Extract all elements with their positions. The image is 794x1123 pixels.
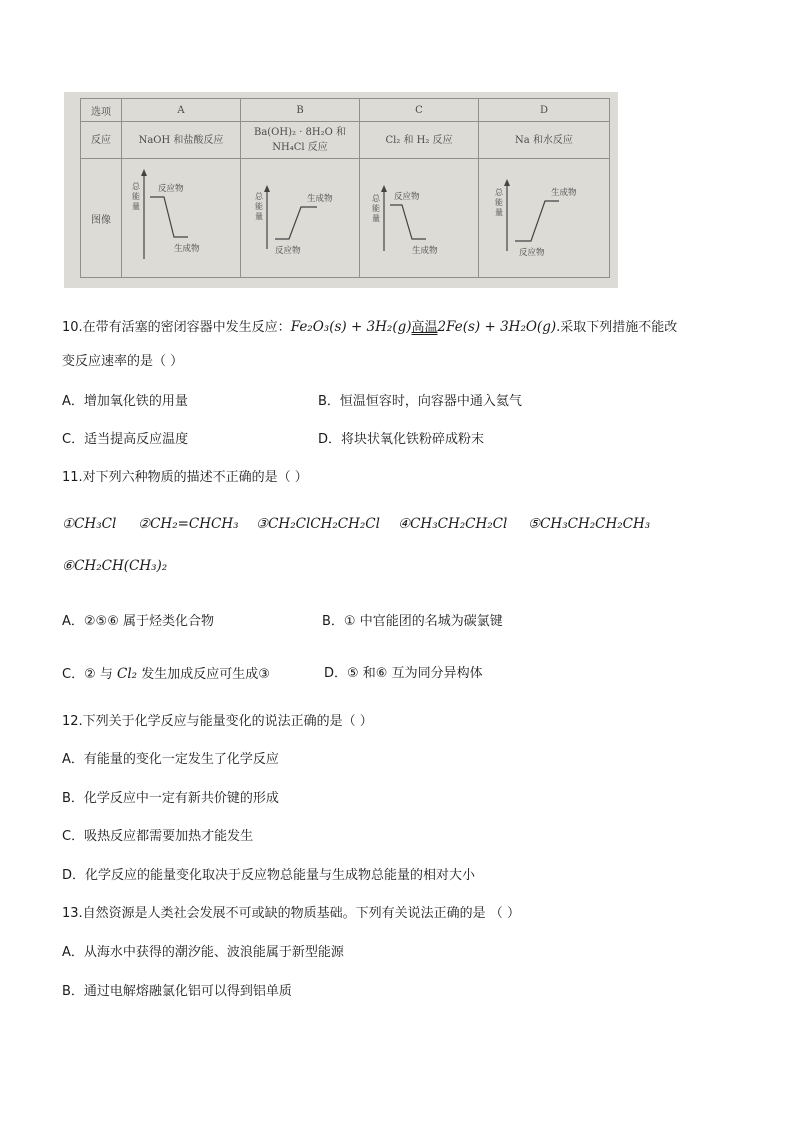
option-b-reaction [241,122,360,159]
svg-text:总: 总 [495,188,503,197]
q10-option-c[interactable]: C．适当提高反应温度 [62,432,189,447]
q12-option-b[interactable]: B．化学反应中一定有新共价键的形成 [62,791,279,806]
q11-option-c[interactable] [62,664,270,685]
svg-text:总: 总 [132,182,140,191]
header-label: 选项 [81,99,122,122]
q12-option-c[interactable]: C．吸热反应都需要加热才能发生 [62,829,254,844]
q12-stem: 12.下列关于化学反应与能量变化的说法正确的是（ ） [62,714,373,729]
svg-text:量: 量 [255,212,263,221]
option-d-product: 生成物 [551,188,577,198]
q11-substance-1: ①CH₃Cl [62,516,117,532]
q11-stem: 11.对下列六种物质的描述不正确的是（ ） [62,470,308,485]
q12-option-d[interactable]: D．化学反应的能量变化取决于反应物总能量与生成物总能量的相对大小 [62,868,476,883]
options-table [80,98,610,278]
q13-stem: 13.自然资源是人类社会发展不可或缺的物质基础。下列有关说法正确的是 （ ） [62,906,520,921]
option-c-product: 生成物 [412,246,438,256]
q10-eq-left: Fe₂O₃(s) + 3H₂(g) [290,319,412,335]
q11-substance-3: ③CH₂ClCH₂CH₂Cl [256,516,380,532]
svg-text:总: 总 [255,192,263,201]
q11-option-d[interactable]: D．⑤ 和⑥ 互为同分异构体 [324,666,483,681]
q10-stem [62,317,677,338]
svg-text:总: 总 [372,194,380,203]
option-d-reactant: 反应物 [519,248,545,258]
option-a-letter: A [122,99,241,122]
image-row-label: 图像 [81,159,122,278]
option-a-reactant: 反应物 [158,184,184,194]
option-d-diagram [479,159,610,278]
option-c-diagram [360,159,479,278]
option-b-reactant: 反应物 [275,246,301,256]
q13-option-a[interactable]: A．从海水中获得的潮汐能、波浪能属于新型能源 [62,945,344,960]
svg-text:能: 能 [255,202,263,211]
energy-diagram-d [479,159,609,277]
q11-substance-2: ②CH₂=CHCH₃ [138,516,239,532]
q13-option-b[interactable]: B．通过电解熔融氯化铝可以得到铝单质 [62,984,292,999]
option-c-reaction: Cl₂ 和 H₂ 反应 [360,122,479,159]
q10-eq-condition: 高温 [411,320,438,335]
energy-diagram-table-photo [64,92,618,288]
option-d-letter: D [479,99,610,122]
option-b-reaction-line2: NH₄Cl 反应 [272,142,328,153]
svg-text:能: 能 [495,198,503,207]
option-a-reaction: NaOH 和盐酸反应 [122,122,241,159]
q11-option-a[interactable]: A．②⑤⑥ 属于烃类化合物 [62,614,214,629]
energy-diagram-b [241,159,359,277]
q11-substance-6: ⑥CH₂CH(CH₃)₂ [62,558,168,574]
svg-text:量: 量 [132,202,140,211]
q11-substance-5: ⑤CH₃CH₂CH₂CH₃ [528,516,651,532]
q10-option-b[interactable]: B．恒温恒容时，向容器中通入氦气 [318,394,522,409]
option-b-product: 生成物 [307,194,333,204]
q10-eq-right: 2Fe(s) + 3H₂O(g) [437,319,557,335]
option-b-diagram [241,159,360,278]
energy-diagram-a [122,159,240,277]
q11-substance-4: ④CH₃CH₂CH₂Cl [398,516,508,532]
svg-text:能: 能 [372,204,380,213]
option-c-letter: C [360,99,479,122]
q10-stem-line2: 变反应速率的是（ ） [62,354,184,369]
q10-option-d[interactable]: D．将块状氧化铁粉碎成粉末 [318,432,485,447]
option-b-reaction-line1: Ba(OH)₂ · 8H₂O 和 [253,127,347,138]
option-c-reactant: 反应物 [394,192,420,202]
q10-stem-suffix: .采取下列措施不能改 [556,320,678,335]
q11-option-c-pre: C．② 与 [62,667,117,682]
q11-option-b[interactable]: B．① 中官能团的名城为碳氯键 [322,614,503,629]
option-d-reaction: Na 和水反应 [479,122,610,159]
option-a-diagram [122,159,241,278]
q11-option-c-cl2: Cl₂ [117,666,138,682]
reaction-row-label: 反应 [81,122,122,159]
q12-option-a[interactable]: A．有能量的变化一定发生了化学反应 [62,752,279,767]
option-a-product: 生成物 [174,244,200,254]
svg-text:能: 能 [132,192,140,201]
energy-diagram-c [360,159,478,277]
q10-option-a[interactable]: A．增加氧化铁的用量 [62,394,188,409]
q11-option-c-post: 发生加成反应可生成③ [137,667,270,682]
svg-text:量: 量 [372,214,380,223]
svg-text:量: 量 [495,208,503,217]
option-b-letter: B [241,99,360,122]
q10-stem-prefix: 10.在带有活塞的密闭容器中发生反应： [62,320,291,335]
